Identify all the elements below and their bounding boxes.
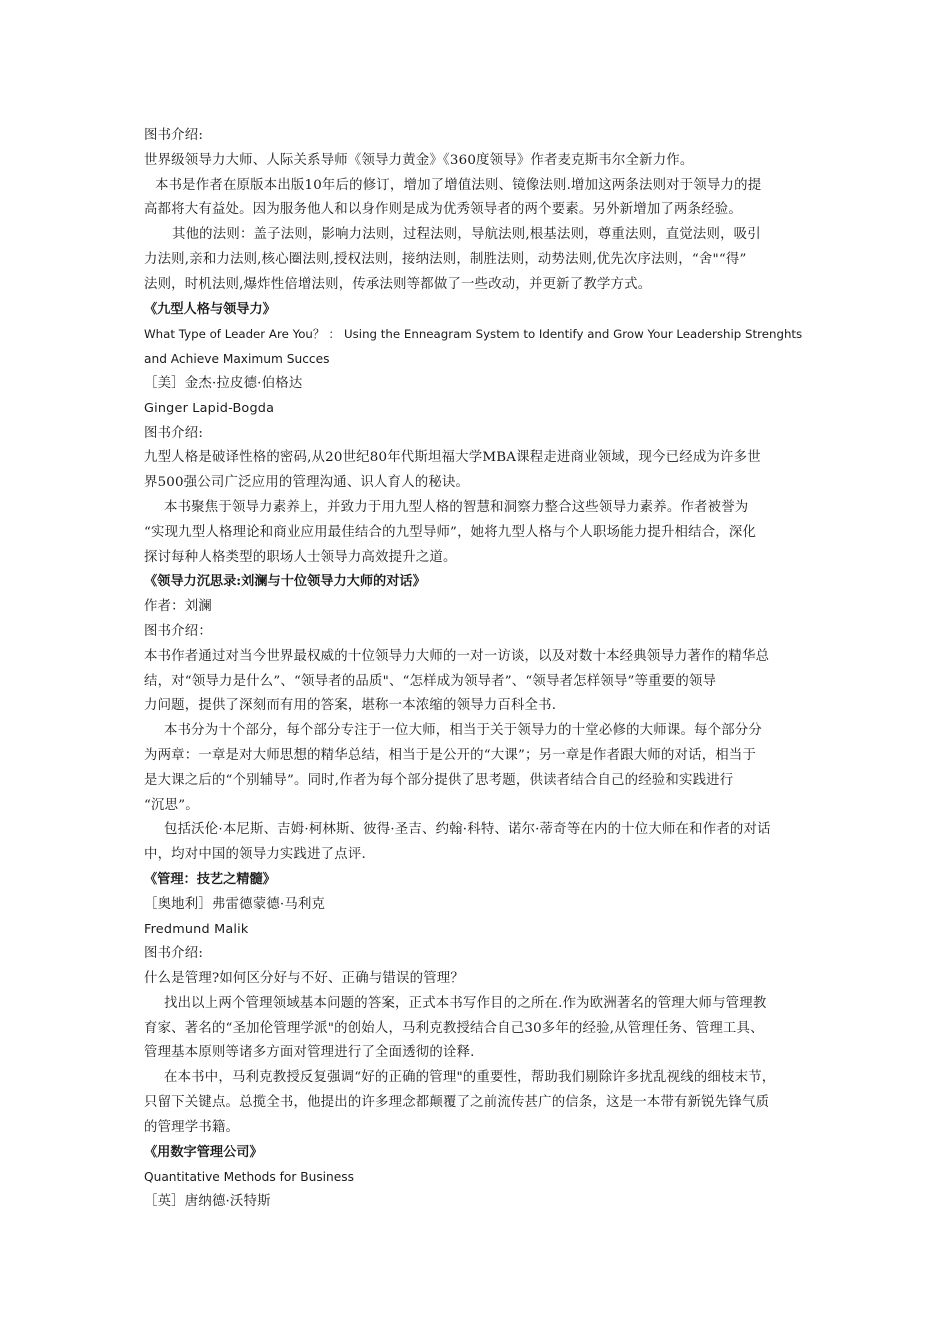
book-intro-label: 图书介绍: xyxy=(144,128,204,143)
book-author: ［英］唐纳德·沃特斯 xyxy=(144,1194,271,1210)
paragraph-line: 什么是管理?如何区分好与不好、正确与错误的管理？ xyxy=(144,971,464,987)
paragraph-line: 管理基本原则等诸多方面对管理进行了全面透彻的诠释. xyxy=(144,1045,475,1061)
paragraph-line: 本书分为十个部分，每个部分专注于一位大师，相当于关于领导力的十堂必修的大师课。每个部分分 xyxy=(164,723,762,739)
paragraph-line: 结，对“领导力是什么”、“领导者的品质"、“怎样成为领导者”、“领导者怎样领导”等重要的领导 xyxy=(144,673,717,689)
paragraph-line: 力法则,亲和力法则,核心圈法则,授权法则，接纳法则，制胜法则，动势法则,优先次序法则，“舍"“得” xyxy=(144,251,747,267)
paragraph-line: 本书作者通过对当今世界最权威的十位领导力大师的一对一访谈，以及对数十本经典领导力著作的精华总 xyxy=(144,648,770,664)
paragraph-line: 在本书中，马利克教授反复强调“好的正确的管理"的重要性，帮助我们剔除许多扰乱视线的细枝末节， xyxy=(164,1070,776,1086)
paragraph-line: 为两章：一章是对大师思想的精华总结，相当于是公开的“大课”；另一章是作者跟大师的对话，相当于 xyxy=(144,747,757,763)
paragraph-line: 高都将大有益处。因为服务他人和以身作则是成为优秀领导者的两个要素。另外新增加了两条经验。 xyxy=(144,202,742,218)
paragraph-line: 力问题，提供了深刻而有用的答案，堪称一本浓缩的领导力百科全书. xyxy=(144,698,557,714)
book-author: 作者：刘澜 xyxy=(144,599,212,615)
book-author-english: Fredmund Malik xyxy=(144,921,249,937)
book-intro-label: 图书介绍： xyxy=(144,623,212,639)
paragraph-line: 界500强公司广泛应用的管理沟通、识人育人的秘诀。 xyxy=(144,475,470,491)
paragraph-line: 只留下关键点。总揽全书，他提出的许多理念都颠覆了之前流传甚广的信条，这是一本带有新锐先锋气质 xyxy=(144,1095,770,1111)
paragraph-line: 世界级领导力大师、人际关系导师《领导力黄金》《360度领导》作者麦克斯韦尔全新力作。 xyxy=(144,152,694,168)
book-english-title: Quantitative Methods for Business xyxy=(144,1170,354,1185)
paragraph-line: 探讨每种人格类型的职场人士领导力高效提升之道。 xyxy=(144,549,457,565)
book-title: 《用数字管理公司》 xyxy=(144,1144,263,1160)
book-author: ［奥地利］弗雷德蒙德·马利克 xyxy=(144,896,326,912)
book-title: 《领导力沉思录:刘澜与十位领导力大师的对话》 xyxy=(144,574,426,590)
paragraph-line: 中，均对中国的领导力实践进了点评. xyxy=(144,847,366,863)
paragraph-line: 找出以上两个管理领域基本问题的答案，正式本书写作目的之所在.作为欧洲著名的管理大师与管理教 xyxy=(164,995,767,1011)
paragraph-line: 是大课之后的“个别辅导”。同时,作者为每个部分提供了思考题，供读者结合自己的经验和实践进行 xyxy=(144,772,734,788)
book-author-english: Ginger Lapid-Bogda xyxy=(144,400,275,416)
paragraph-line: 其他的法则：盖子法则，影响力法则，过程法则，导航法则,根基法则，尊重法则，直觉法则，吸引 xyxy=(172,227,761,243)
paragraph-line: 本书聚焦于领导力素养上，并致力于用九型人格的智慧和洞察力整合这些领导力素养。作者被誉为 xyxy=(164,499,749,515)
paragraph-line: “沉思”。 xyxy=(144,797,199,813)
book-intro-label: 图书介绍: xyxy=(144,946,204,962)
book-title: 《九型人格与领导力》 xyxy=(144,301,276,317)
paragraph-line: 法则，时机法则,爆炸性倍增法则，传承法则等都做了一些改动，并更新了教学方式。 xyxy=(144,276,652,292)
paragraph-line: 包括沃伦·本尼斯、吉姆·柯林斯、彼得·圣吉、约翰·科特、诺尔·蒂奇等在内的十位大师在和作者的对话 xyxy=(164,822,771,838)
document-page xyxy=(144,124,810,1215)
book-title: 《管理：技艺之精髓》 xyxy=(144,871,276,887)
book-english-title: What Type of Leader Are You？ ： Using the Enneagram System to Identify and Grow Your Leadership Strenghts xyxy=(144,327,803,342)
paragraph-line: “实现九型人格理论和商业应用最佳结合的九型导师”，她将九型人格与个人职场能力提升相结合，深化 xyxy=(144,524,757,540)
paragraph-line: 九型人格是破译性格的密码,从20世纪80年代斯坦福大学MBA课程走进商业领域，现今已经成为许多世 xyxy=(144,450,761,466)
paragraph-line: 的管理学书籍。 xyxy=(144,1119,240,1135)
book-intro-label: 图书介绍: xyxy=(144,425,204,441)
book-author: ［美］金杰·拉皮德·伯格达 xyxy=(144,375,303,391)
paragraph-line: 育家、著名的“圣加伦管理学派"的创始人，马利克教授结合自己30多年的经验,从管理任务、管理工具、 xyxy=(144,1020,764,1036)
book-english-title: and Achieve Maximum Succes xyxy=(144,352,330,367)
paragraph-line: 本书是作者在原版本出版10年后的修订，增加了增值法则、镜像法则.增加这两条法则对于领导力的提 xyxy=(155,177,762,193)
